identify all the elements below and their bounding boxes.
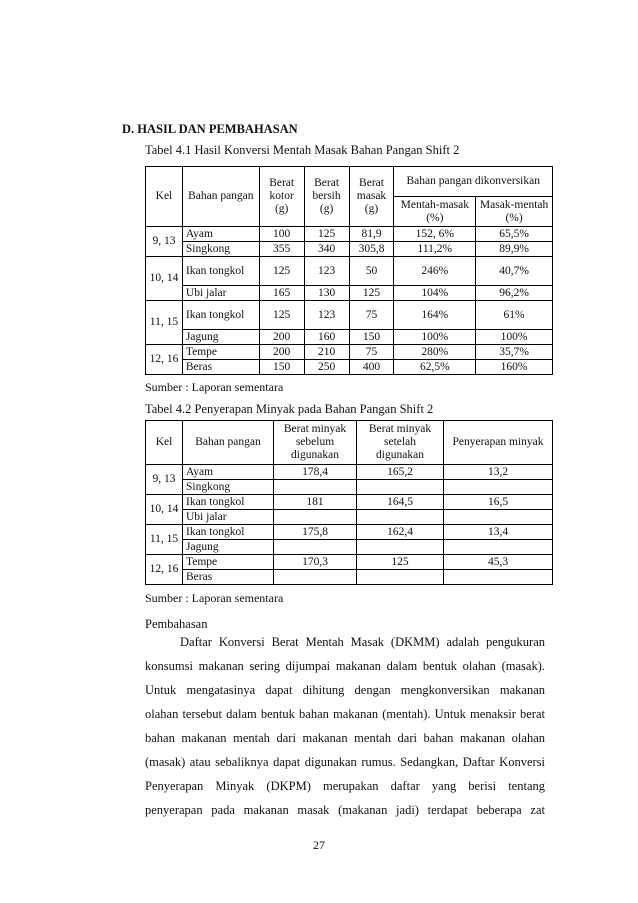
table-konversi: [145, 166, 553, 375]
table-row: [146, 257, 553, 286]
table-row: [146, 301, 553, 330]
kel-cell: 12, 16: [146, 345, 183, 375]
masak-mentah-cell: 61%: [476, 301, 553, 330]
bahan-cell: Ikan tongkol: [182, 301, 259, 330]
empty-cell: [274, 510, 357, 525]
empty-cell: [357, 480, 444, 495]
berat-bersih-cell: 123: [304, 257, 349, 286]
berat-kotor-cell: 125: [259, 301, 304, 330]
table-row: [146, 555, 553, 570]
penyerapan-cell: 45,3: [444, 555, 553, 570]
berat-setelah-cell: 125: [357, 555, 444, 570]
kel-cell: 10, 14: [146, 257, 183, 301]
masak-mentah-cell: 160%: [476, 360, 553, 375]
berat-masak-cell: 305,8: [349, 242, 394, 257]
mentah-masak-cell: 62,5%: [394, 360, 476, 375]
bahan-cell: Ikan tongkol: [183, 495, 274, 510]
kel-cell: 11, 15: [146, 525, 183, 555]
table-row: [146, 480, 553, 495]
empty-cell: [274, 480, 357, 495]
empty-cell: [274, 540, 357, 555]
berat-sebelum-cell: 170,3: [274, 555, 357, 570]
bahan-cell: Jagung: [183, 540, 274, 555]
t1-header-kel: Kel: [146, 167, 183, 227]
mentah-masak-cell: 111,2%: [394, 242, 476, 257]
berat-setelah-cell: 162,4: [357, 525, 444, 540]
empty-cell: [444, 570, 553, 585]
berat-sebelum-cell: 181: [274, 495, 357, 510]
berat-sebelum-cell: 178,4: [274, 465, 357, 480]
berat-kotor-cell: 355: [259, 242, 304, 257]
paragraph-line: konsumsi makanan sering dijumpai makanan dalam bentuk olahan (masak).: [145, 659, 545, 673]
empty-cell: [444, 510, 553, 525]
bahan-cell: Ubi jalar: [182, 286, 259, 301]
berat-masak-cell: 75: [349, 345, 394, 360]
berat-masak-cell: 150: [349, 330, 394, 345]
t2-header-kel: Kel: [146, 421, 183, 465]
masak-mentah-cell: 89,9%: [476, 242, 553, 257]
table1-caption: Tabel 4.1 Hasil Konversi Mentah Masak Bahan Pangan Shift 2: [145, 143, 460, 157]
bahan-cell: Beras: [182, 360, 259, 375]
bahan-cell: Singkong: [183, 480, 274, 495]
mentah-masak-cell: 280%: [394, 345, 476, 360]
table-row: [146, 286, 553, 301]
mentah-masak-cell: 164%: [394, 301, 476, 330]
discussion-paragraph: [145, 630, 545, 822]
empty-cell: [357, 570, 444, 585]
bahan-cell: Ubi jalar: [183, 510, 274, 525]
penyerapan-cell: 13,2: [444, 465, 553, 480]
berat-bersih-cell: 130: [304, 286, 349, 301]
berat-masak-cell: 50: [349, 257, 394, 286]
t1-header-masak-mentah: Masak-mentah (%): [476, 197, 553, 227]
table-penyerapan-minyak: [145, 420, 553, 585]
paragraph-line: Daftar Konversi Berat Mentah Masak (DKMM) adalah pengukuran: [180, 635, 545, 649]
berat-bersih-cell: 123: [304, 301, 349, 330]
mentah-masak-cell: 246%: [394, 257, 476, 286]
bahan-cell: Ayam: [182, 227, 259, 242]
penyerapan-cell: 13,4: [444, 525, 553, 540]
empty-cell: [444, 480, 553, 495]
t1-header-bahan: Bahan pangan: [182, 167, 259, 227]
t1-header-mentah-masak: Mentah-masak (%): [394, 197, 476, 227]
masak-mentah-cell: 65,5%: [476, 227, 553, 242]
table1-source: Sumber : Laporan sementara: [145, 380, 284, 394]
kel-cell: 11, 15: [146, 301, 183, 345]
table-row: [146, 360, 553, 375]
berat-masak-cell: 400: [349, 360, 394, 375]
bahan-cell: Ikan tongkol: [182, 257, 259, 286]
berat-bersih-cell: 160: [304, 330, 349, 345]
table2-source: Sumber : Laporan sementara: [145, 591, 284, 605]
mentah-masak-cell: 104%: [394, 286, 476, 301]
table-row: [146, 465, 553, 480]
bahan-cell: Beras: [183, 570, 274, 585]
page-number: 27: [313, 838, 325, 852]
bahan-cell: Tempe: [183, 555, 274, 570]
kel-cell: 9, 13: [146, 465, 183, 495]
berat-bersih-cell: 125: [304, 227, 349, 242]
berat-setelah-cell: 164,5: [357, 495, 444, 510]
berat-kotor-cell: 165: [259, 286, 304, 301]
berat-sebelum-cell: 175,8: [274, 525, 357, 540]
t1-header-konversi: Bahan pangan dikonversikan: [394, 167, 553, 197]
paragraph-line: penyerapan pada makanan masak (makanan jadi) terdapat beberapa zat: [145, 803, 545, 817]
berat-bersih-cell: 250: [304, 360, 349, 375]
t2-header-bahan: Bahan pangan: [183, 421, 274, 465]
paragraph-line: Untuk mengatasinya dapat dihitung dengan mengkonversikan makanan: [145, 683, 545, 697]
table-row: [146, 345, 553, 360]
berat-kotor-cell: 100: [259, 227, 304, 242]
masak-mentah-cell: 100%: [476, 330, 553, 345]
paragraph-line: Penyerapan Minyak (DKPM) merupakan daftar yang berisi tentang: [145, 779, 545, 793]
berat-masak-cell: 125: [349, 286, 394, 301]
berat-bersih-cell: 340: [304, 242, 349, 257]
berat-kotor-cell: 200: [259, 330, 304, 345]
t2-header-setelah: Berat minyak setelah digunakan: [357, 421, 444, 465]
kel-cell: 12, 16: [146, 555, 183, 585]
paragraph-line: (masak) atau sebaliknya dapat digunakan rumus. Sedangkan, Daftar Konversi: [145, 755, 545, 769]
berat-masak-cell: 75: [349, 301, 394, 330]
mentah-masak-cell: 152, 6%: [394, 227, 476, 242]
table-row: [146, 510, 553, 525]
table-row: [146, 495, 553, 510]
table-row: [146, 227, 553, 242]
masak-mentah-cell: 96,2%: [476, 286, 553, 301]
berat-kotor-cell: 200: [259, 345, 304, 360]
empty-cell: [357, 540, 444, 555]
table-row: [146, 570, 553, 585]
section-heading: D. HASIL DAN PEMBAHASAN: [122, 122, 298, 136]
table-row: [146, 242, 553, 257]
empty-cell: [357, 510, 444, 525]
paragraph-line: bahan makanan mentah dari makanan mentah dari bahan makanan olahan: [145, 731, 545, 745]
t1-header-berat-bersih: Berat bersih (g): [304, 167, 349, 227]
penyerapan-cell: 16,5: [444, 495, 553, 510]
berat-kotor-cell: 150: [259, 360, 304, 375]
table-row: [146, 525, 553, 540]
masak-mentah-cell: 35,7%: [476, 345, 553, 360]
kel-cell: 9, 13: [146, 227, 183, 257]
t2-header-penyerapan: Penyerapan minyak: [444, 421, 553, 465]
berat-masak-cell: 81,9: [349, 227, 394, 242]
berat-bersih-cell: 210: [304, 345, 349, 360]
t1-header-berat-masak: Berat masak (g): [349, 167, 394, 227]
berat-setelah-cell: 165,2: [357, 465, 444, 480]
kel-cell: 10, 14: [146, 495, 183, 525]
empty-cell: [444, 540, 553, 555]
berat-kotor-cell: 125: [259, 257, 304, 286]
mentah-masak-cell: 100%: [394, 330, 476, 345]
bahan-cell: Ikan tongkol: [183, 525, 274, 540]
paragraph-line: olahan tersebut dalam bentuk bahan makanan (mentah). Untuk menaksir berat: [145, 707, 545, 721]
t2-header-sebelum: Berat minyak sebelum digunakan: [274, 421, 357, 465]
bahan-cell: Singkong: [182, 242, 259, 257]
table-row: [146, 540, 553, 555]
empty-cell: [274, 570, 357, 585]
discussion-title: Pembahasan: [145, 617, 208, 631]
masak-mentah-cell: 40,7%: [476, 257, 553, 286]
t1-header-berat-kotor: Berat kotor (g): [259, 167, 304, 227]
table2-caption: Tabel 4.2 Penyerapan Minyak pada Bahan Pangan Shift 2: [145, 402, 434, 416]
bahan-cell: Tempe: [182, 345, 259, 360]
bahan-cell: Jagung: [182, 330, 259, 345]
table-row: [146, 330, 553, 345]
bahan-cell: Ayam: [183, 465, 274, 480]
